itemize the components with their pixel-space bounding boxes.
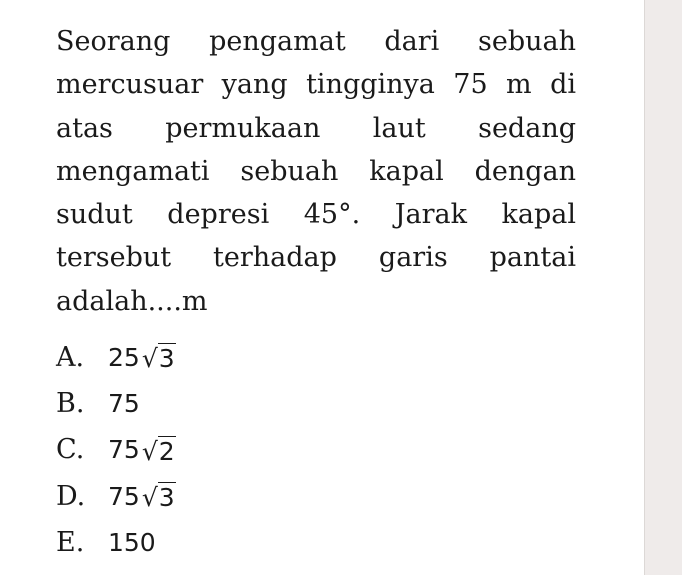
square-root — [142, 436, 176, 464]
question-text — [56, 20, 576, 323]
option-value — [108, 482, 176, 511]
radicand: 3 — [158, 483, 175, 513]
option-value: 150 — [108, 528, 156, 558]
option-letter: A. — [56, 341, 85, 373]
radicand: 3 — [158, 344, 175, 374]
option-letter: C. — [56, 434, 85, 466]
question-line: sudut depresi 45°. Jarak kapal — [56, 199, 576, 231]
side-panel — [645, 0, 682, 575]
option-e — [56, 520, 176, 566]
square-root — [141, 343, 176, 374]
option-c — [56, 427, 176, 473]
option-coefficient: 75 — [108, 481, 140, 511]
question-line: adalah....m — [56, 285, 208, 317]
radical-sign: √ — [141, 344, 158, 374]
option-b — [56, 380, 176, 426]
radical-sign: √ — [141, 483, 158, 513]
square-root — [141, 482, 176, 513]
question-line: atas permukaan laut sedang — [56, 112, 576, 144]
option-value — [108, 435, 176, 464]
option-letter: B. — [56, 388, 85, 420]
answer-options — [56, 334, 176, 566]
option-value: 75 — [108, 389, 140, 419]
question-line: mercusuar yang tingginya 75 m di — [56, 69, 576, 101]
option-value — [108, 343, 176, 372]
option-d — [56, 473, 176, 519]
question-line: mengamati sebuah kapal dengan — [56, 155, 576, 187]
question-line: tersebut terhadap garis pantai — [56, 242, 576, 274]
radical-sign: √ — [141, 436, 158, 466]
option-coefficient: 75 — [108, 435, 140, 465]
option-letter: D. — [56, 480, 86, 512]
option-letter: E. — [56, 527, 85, 559]
radicand: 2 — [158, 436, 175, 466]
question-line: Seorang pengamat dari sebuah — [56, 26, 576, 57]
option-coefficient: 25 — [108, 342, 140, 372]
option-a — [56, 334, 176, 380]
